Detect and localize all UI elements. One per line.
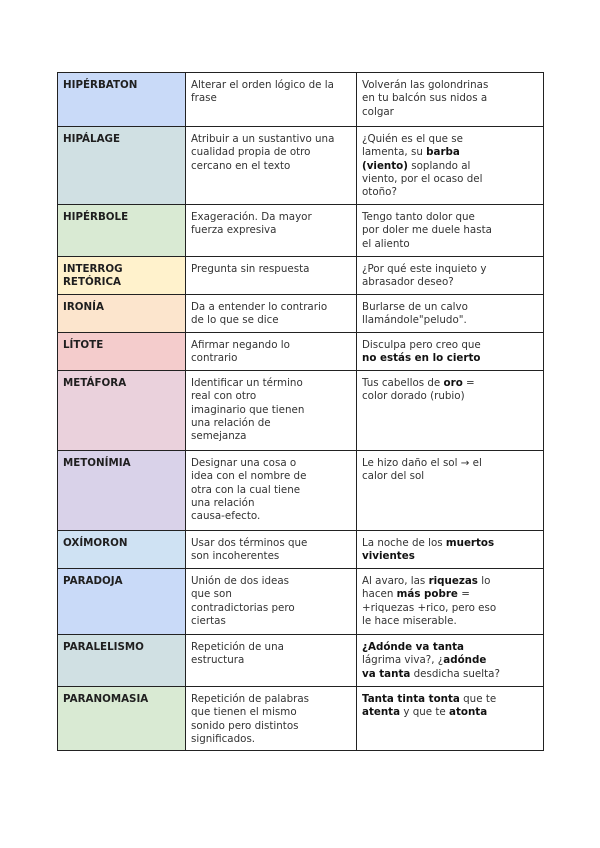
definition-line: una relación [191, 496, 255, 509]
literary-figures-table [57, 72, 544, 751]
example-text: Burlarse de un calvo [362, 301, 468, 313]
example-emphasis: riquezas [428, 575, 478, 587]
example-text: ¿Quién es el que se [362, 133, 463, 145]
definition-line: idea con el nombre de [191, 470, 307, 483]
example-cell [357, 371, 544, 451]
example-text: lamenta, su [362, 146, 427, 159]
example-emphasis: muertos [445, 537, 495, 549]
term-text: INTERROG [63, 263, 123, 275]
example-text: Disculpa pero creo que [362, 339, 481, 351]
example-emphasis: más pobre [396, 588, 458, 601]
example-text: en tu balcón sus nidos a [362, 92, 488, 105]
definition-line: de lo que se dice [191, 314, 279, 327]
term-cell [58, 635, 186, 687]
term-cell [58, 127, 186, 205]
definition-line: otra con la cual tiene [191, 483, 301, 496]
example-emphasis: (viento) [362, 159, 408, 172]
example-text: y que te [400, 706, 450, 719]
example-emphasis: Tanta tinta tonta [362, 693, 460, 705]
example-text: por doler me duele hasta [362, 224, 492, 237]
definition-line: contradictorias pero [191, 601, 295, 614]
table-row [58, 73, 544, 127]
definition-line: significados. [191, 732, 256, 745]
example-line [362, 173, 538, 186]
term-text: LÍTOTE [63, 339, 104, 351]
definition-cell [186, 257, 357, 295]
example-text: calor del sol [362, 470, 425, 483]
definition-cell [186, 531, 357, 569]
definition-cell [186, 569, 357, 635]
example-line [362, 92, 538, 105]
definition-line: Pregunta sin respuesta [191, 263, 310, 275]
definition-line: Atribuir a un sustantivo una [191, 133, 335, 145]
term-text: HIPÉRBATON [63, 79, 138, 91]
term-cell [58, 205, 186, 257]
definition-line: Usar dos términos que [191, 537, 308, 549]
term-text: HIPÉRBOLE [63, 211, 129, 223]
example-text: que te [459, 693, 497, 705]
table-row [58, 295, 544, 333]
example-line [362, 390, 538, 403]
definition-cell [186, 73, 357, 127]
example-text: Volverán las golondrinas [362, 79, 489, 91]
definition-line: causa-efecto. [191, 510, 261, 523]
example-text: viento, por el ocaso del [362, 172, 483, 185]
definition-line: Afirmar negando lo [191, 339, 290, 351]
example-text: lágrima viva?, ¿ [362, 654, 444, 667]
example-line [362, 224, 538, 237]
example-line [362, 615, 538, 628]
example-cell [357, 127, 544, 205]
definition-line: que tienen el mismo [191, 706, 297, 719]
example-line [362, 654, 538, 667]
example-text: otoño? [362, 186, 397, 199]
definition-line: que son [191, 588, 232, 601]
example-cell [357, 531, 544, 569]
table-row [58, 371, 544, 451]
example-line [362, 301, 538, 314]
definition-line: ciertas [191, 614, 226, 627]
example-line [362, 537, 538, 550]
example-line [362, 641, 538, 654]
definition-line: son incoherentes [191, 550, 280, 563]
definition-line: Identificar un término [191, 377, 303, 389]
example-cell [357, 451, 544, 531]
example-text: La noche de los [362, 537, 446, 549]
definition-cell [186, 205, 357, 257]
table-row [58, 531, 544, 569]
example-cell [357, 635, 544, 687]
example-line [362, 693, 538, 706]
example-line [362, 575, 538, 588]
example-line [362, 352, 538, 365]
term-text: PARANOMASIA [63, 693, 149, 705]
table-body [58, 73, 544, 751]
definition-cell [186, 127, 357, 205]
example-line [362, 588, 538, 601]
example-line [362, 602, 538, 615]
definition-line: Da a entender lo contrario [191, 301, 328, 313]
example-text: desdicha suelta? [410, 667, 500, 680]
example-line [362, 457, 538, 470]
definition-cell [186, 371, 357, 451]
example-text: colgar [362, 105, 394, 118]
definition-line: real con otro [191, 390, 257, 403]
example-line [362, 106, 538, 119]
definition-line: estructura [191, 654, 245, 667]
example-line [362, 211, 538, 224]
example-cell [357, 295, 544, 333]
table-row [58, 127, 544, 205]
definition-line: una relación de [191, 416, 271, 429]
table-row [58, 205, 544, 257]
definition-line: fuerza expresiva [191, 224, 277, 237]
definition-line: cercano en el texto [191, 159, 291, 172]
term-text: METÁFORA [63, 377, 127, 389]
example-line [362, 146, 538, 159]
term-cell [58, 371, 186, 451]
example-cell [357, 333, 544, 371]
term-text: HIPÁLAGE [63, 133, 121, 145]
definition-cell [186, 635, 357, 687]
example-text: Le hizo daño el sol → el [362, 457, 482, 469]
example-emphasis: adónde [443, 654, 487, 667]
example-text: Tus cabellos de [362, 377, 444, 389]
example-line [362, 314, 538, 327]
example-text: hacen [362, 588, 397, 601]
example-line [362, 706, 538, 719]
example-text: Tengo tanto dolor que [362, 211, 475, 223]
example-cell [357, 687, 544, 751]
table-row [58, 687, 544, 751]
example-emphasis: no estás en lo cierto [362, 352, 481, 365]
term-text: PARALELISMO [63, 641, 144, 653]
example-line [362, 160, 538, 173]
example-text: ¿Por qué este inquieto y [362, 263, 487, 275]
term-cell [58, 333, 186, 371]
example-line [362, 550, 538, 563]
example-text: color dorado (rubio) [362, 390, 465, 403]
definition-line: semejanza [191, 430, 247, 443]
table-row [58, 333, 544, 371]
table-row [58, 635, 544, 687]
example-line [362, 377, 538, 390]
term-cell [58, 687, 186, 751]
example-line [362, 470, 538, 483]
example-line [362, 133, 538, 146]
example-line [362, 339, 538, 352]
example-emphasis: ¿Adónde va tanta [362, 641, 464, 653]
definition-line: Alterar el orden lógico de la [191, 79, 334, 91]
term-cell [58, 295, 186, 333]
definition-line: Repetición de una [191, 641, 284, 653]
example-text: lo [477, 575, 491, 587]
definition-cell [186, 687, 357, 751]
definition-line: frase [191, 92, 217, 105]
example-text: el aliento [362, 237, 410, 250]
example-text: soplando al [407, 159, 471, 172]
example-cell [357, 73, 544, 127]
definition-line: imaginario que tienen [191, 403, 305, 416]
term-text: PARADOJA [63, 575, 123, 587]
definition-line: Repetición de palabras [191, 693, 310, 705]
example-text: abrasador deseo? [362, 276, 454, 289]
term-cell [58, 531, 186, 569]
example-line [362, 276, 538, 289]
term-cell [58, 73, 186, 127]
definition-cell [186, 333, 357, 371]
example-emphasis: atonta [449, 706, 488, 719]
example-emphasis: oro [443, 377, 463, 389]
definition-line: sonido pero distintos [191, 719, 299, 732]
table-row [58, 569, 544, 635]
definition-line: Exageración. Da mayor [191, 211, 312, 223]
example-cell [357, 205, 544, 257]
example-cell [357, 257, 544, 295]
example-text: +riquezas +rico, pero eso [362, 601, 497, 614]
term-text: OXÍMORON [63, 537, 128, 549]
term-text: RETÓRICA [63, 276, 122, 289]
definition-cell [186, 295, 357, 333]
definition-line: contrario [191, 352, 238, 365]
definition-line: Designar una cosa o [191, 457, 297, 469]
example-line [362, 263, 538, 276]
definition-line: cualidad propia de otro [191, 146, 311, 159]
term-text: METONÍMIA [63, 457, 131, 469]
example-line [362, 668, 538, 681]
definition-line: Unión de dos ideas [191, 575, 290, 587]
term-cell [58, 451, 186, 531]
term-cell [58, 569, 186, 635]
example-text: = [462, 377, 475, 389]
example-text: llamándole"peludo". [362, 314, 467, 327]
term-text: IRONÍA [63, 301, 104, 313]
table-row [58, 257, 544, 295]
example-line [362, 238, 538, 251]
example-text: Al avaro, las [362, 575, 429, 587]
example-emphasis: va tanta [362, 667, 411, 680]
example-emphasis: barba [426, 146, 460, 159]
definition-cell [186, 451, 357, 531]
example-text: le hace miserable. [362, 614, 457, 627]
example-emphasis: atenta [362, 706, 401, 719]
term-cell [58, 257, 186, 295]
example-line [362, 186, 538, 199]
example-text: = [457, 588, 470, 601]
example-line [362, 79, 538, 92]
example-emphasis: vivientes [362, 550, 415, 563]
table-row [58, 451, 544, 531]
example-cell [357, 569, 544, 635]
